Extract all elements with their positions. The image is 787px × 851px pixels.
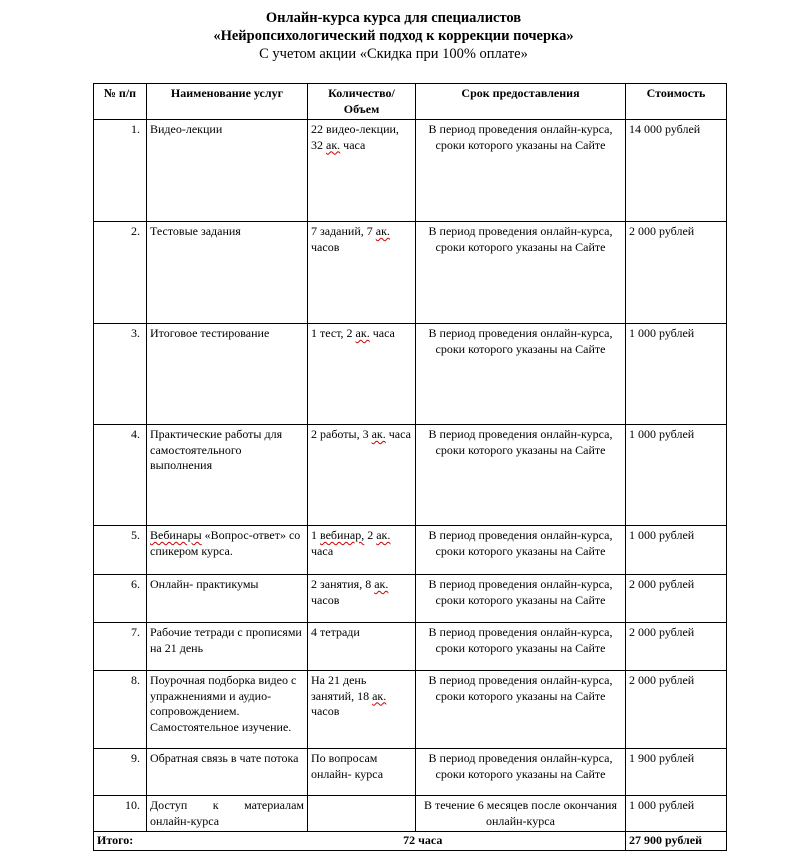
table-row — [94, 120, 727, 222]
service-name — [147, 526, 308, 575]
table-row — [94, 623, 727, 671]
col-header-cost: Стоимость — [626, 84, 727, 120]
quantity-text: 1 — [311, 528, 320, 542]
col-header-term: Срок предоставления — [416, 84, 626, 120]
quantity — [308, 324, 416, 425]
quantity-abbr: ак. — [326, 137, 341, 152]
quantity-text: часа — [311, 543, 334, 558]
quantity: 4 тетради — [308, 623, 416, 671]
row-number: 8. — [94, 671, 147, 749]
quantity — [308, 796, 416, 832]
cost: 1 900 рублей — [626, 749, 727, 796]
quantity-text: 32 — [311, 137, 326, 152]
document-header — [0, 9, 787, 63]
term: В период проведения онлайн-курса, сроки которого указаны на Сайте — [416, 671, 626, 749]
row-number: 4. — [94, 425, 147, 526]
term: В период проведения онлайн-курса, сроки которого указаны на Сайте — [416, 120, 626, 222]
quantity-text: 22 видео-лекции, — [311, 122, 399, 136]
total-row — [94, 832, 727, 851]
row-number: 2. — [94, 222, 147, 324]
table-row — [94, 575, 727, 623]
quantity-text: часов — [311, 239, 340, 254]
table-row — [94, 749, 727, 796]
row-number: 5. — [94, 526, 147, 575]
quantity-abbr: ак. — [371, 427, 386, 441]
quantity — [308, 671, 416, 749]
quantity-text: 7 заданий, 7 — [311, 224, 376, 238]
service-name — [147, 796, 308, 832]
cost: 2 000 рублей — [626, 575, 727, 623]
row-number: 6. — [94, 575, 147, 623]
quantity-text: На 21 день занятий, 18 — [311, 673, 373, 703]
table-row — [94, 796, 727, 832]
quantity-text: часа — [385, 427, 411, 441]
table-row — [94, 222, 727, 324]
table-row — [94, 425, 727, 526]
col-header-number: № п/п — [94, 84, 147, 120]
total-hours: 72 часа — [308, 832, 626, 851]
quantity-text: 2 занятия, 8 — [311, 577, 375, 591]
doc-title-line1: Онлайн-курса курса для специалистов — [265, 10, 522, 26]
cost: 1 000 рублей — [626, 526, 727, 575]
quantity — [308, 575, 416, 623]
quantity-abbr: ак. — [374, 577, 389, 591]
term: В период проведения онлайн-курса, сроки которого указаны на Сайте — [416, 623, 626, 671]
term: В период проведения онлайн-курса, сроки которого указаны на Сайте — [416, 222, 626, 324]
quantity-text: часов — [311, 704, 340, 718]
service-name-line: онлайн-курса — [150, 813, 220, 828]
row-number: 1. — [94, 120, 147, 222]
quantity-text: 2 работы, 3 — [311, 427, 372, 441]
quantity — [308, 120, 416, 222]
quantity-text: часа — [340, 137, 366, 152]
cost: 2 000 рублей — [626, 671, 727, 749]
row-number: 3. — [94, 324, 147, 425]
term: В период проведения онлайн-курса, сроки которого указаны на Сайте — [416, 324, 626, 425]
service-name-line: Доступ к материалам — [150, 798, 304, 812]
quantity — [308, 425, 416, 526]
table-row — [94, 324, 727, 425]
quantity-text: часов — [311, 592, 340, 607]
quantity-text: 2 — [364, 528, 377, 542]
term: В период проведения онлайн-курса, сроки которого указаны на Сайте — [416, 425, 626, 526]
total-cost: 27 900 рублей — [626, 832, 727, 851]
quantity: По вопросам онлайн- курса — [308, 749, 416, 796]
table-row — [94, 526, 727, 575]
total-label: Итого: — [94, 832, 308, 851]
service-name: Обратная связь в чате потока — [147, 749, 308, 796]
quantity-word: вебинар, — [320, 528, 365, 542]
cost: 1 000 рублей — [626, 324, 727, 425]
row-number: 7. — [94, 623, 147, 671]
table-header-row — [94, 84, 727, 120]
quantity — [308, 222, 416, 324]
cost: 1 000 рублей — [626, 425, 727, 526]
table-row — [94, 671, 727, 749]
quantity-abbr: ак. — [355, 326, 370, 340]
service-name-word: Вебинары — [150, 528, 202, 542]
service-name: Практические работы для самостоятельного выполнения — [147, 425, 308, 526]
service-name-text: «Вопрос-ответ» со спикером курса. — [150, 528, 301, 558]
term: В период проведения онлайн-курса, сроки которого указаны на Сайте — [416, 749, 626, 796]
services-table — [93, 83, 727, 851]
col-header-service: Наименование услуг — [147, 84, 308, 120]
cost: 1 000 рублей — [626, 796, 727, 832]
term: В период проведения онлайн-курса, сроки которого указаны на Сайте — [416, 526, 626, 575]
quantity-text: часа — [369, 326, 395, 340]
cost: 2 000 рублей — [626, 222, 727, 324]
quantity — [308, 526, 416, 575]
service-name: Поурочная подборка видео с упражнениями и аудио-сопровождением. Самостоятельное изучение. — [147, 671, 308, 749]
row-number: 10. — [94, 796, 147, 832]
quantity-abbr: ак. — [375, 224, 390, 238]
cost: 14 000 рублей — [626, 120, 727, 222]
term: В период проведения онлайн-курса, сроки которого указаны на Сайте — [416, 575, 626, 623]
doc-title-line2: «Нейропсихологический подход к коррекции почерка» — [213, 28, 574, 44]
service-name: Тестовые задания — [147, 222, 308, 324]
service-name: Видео-лекции — [147, 120, 308, 222]
cost: 2 000 рублей — [626, 623, 727, 671]
service-name: Онлайн- практикумы — [147, 575, 308, 623]
col-header-quantity: Количество/ Объем — [308, 84, 416, 120]
row-number: 9. — [94, 749, 147, 796]
quantity-abbr: ак. — [372, 688, 387, 703]
service-name: Итоговое тестирование — [147, 324, 308, 425]
doc-subtitle: С учетом акции «Скидка при 100% оплате» — [259, 46, 528, 62]
quantity-text: 1 тест, 2 — [311, 326, 356, 340]
service-name: Рабочие тетради с прописями на 21 день — [147, 623, 308, 671]
quantity-abbr: ак. — [376, 528, 391, 542]
term: В течение 6 месяцев после окончания онлайн-курса — [416, 796, 626, 832]
